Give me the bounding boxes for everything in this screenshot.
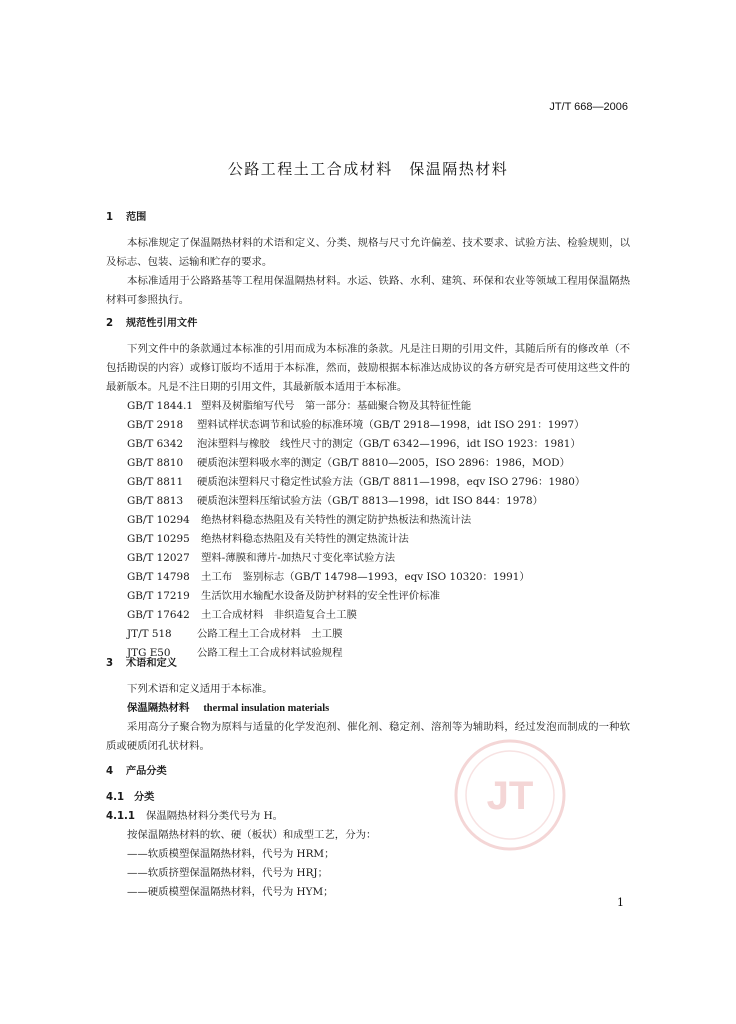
reference-item (106, 416, 630, 435)
paragraph: 按保温隔热材料的软、硬（板状）和成型工艺，分为： (127, 829, 377, 841)
reference-code: GB/T 12027 (127, 552, 190, 564)
list-item: ——软质挤塑保温隔热材料，代号为 HRJ； (127, 867, 328, 879)
reference-item (106, 549, 630, 568)
reference-title: 公路工程土工合成材料 土工膜 (197, 628, 343, 640)
list-item: ——硬质模塑保温隔热材料，代号为 HYM； (127, 886, 334, 898)
term-en: thermal insulation materials (203, 703, 330, 714)
reference-title: 塑料及树脂缩写代号 第一部分：基础聚合物及其特征性能 (201, 400, 472, 412)
jt-watermark-seal (450, 735, 570, 855)
reference-code: GB/T 10295 (127, 533, 190, 545)
subsection-title: 分类 (134, 792, 155, 803)
reference-code: GB/T 8813 (127, 495, 184, 507)
reference-code: JTG E50 (127, 647, 171, 659)
reference-code: GB/T 1844.1 (127, 400, 194, 412)
section-number: 1 (106, 212, 114, 223)
reference-item (106, 625, 630, 644)
reference-item (106, 492, 630, 511)
reference-code: GB/T 6342 (127, 438, 184, 450)
list-item: ——软质模塑保温隔热材料，代号为 HRM； (127, 848, 335, 860)
reference-title: 生活饮用水输配水设备及防护材料的安全性评价标准 (201, 590, 440, 602)
reference-title: 硬质泡沫塑料压缩试验方法（GB/T 8813—1998，idt ISO 844：1978） (197, 495, 543, 507)
reference-item (106, 530, 630, 549)
section-heading (106, 314, 630, 333)
reference-code: GB/T 17642 (127, 609, 190, 621)
document-title: 公路工程土工合成材料 保温隔热材料 (227, 160, 509, 178)
clause-number: 4.1.1 (106, 811, 136, 822)
paragraph: 下列术语和定义适用于本标准。 (127, 683, 273, 695)
reference-title: 泡沫塑料与橡胶 线性尺寸的测定（GB/T 6342—1996，idt ISO 1923：1981） (197, 438, 581, 450)
reference-title: 土工布 鉴别标志（GB/T 14798—1993，eqv ISO 10320：1991） (201, 571, 530, 583)
reference-code: GB/T 8810 (127, 457, 184, 469)
subsection-number: 4.1 (106, 792, 125, 803)
reference-code: GB/T 8811 (127, 476, 184, 488)
paragraph: 本标准适用于公路路基等工程用保温隔热材料。水运、铁路、水利、建筑、环保和农业等领域工程用保温隔热材料可参照执行。 (106, 275, 630, 306)
paragraph: 本标准规定了保温隔热材料的术语和定义、分类、规格与尺寸允许偏差、技术要求、试验方法、检验规则，以及标志、包装、运输和贮存的要求。 (106, 237, 630, 268)
section-number: 4 (106, 766, 114, 777)
section-heading (106, 654, 630, 673)
reference-item (106, 435, 630, 454)
reference-item (106, 587, 630, 606)
reference-item (106, 397, 630, 416)
reference-title: 绝热材料稳态热阻及有关特性的测定热流计法 (201, 533, 409, 545)
section-normative-references (106, 314, 630, 333)
reference-title: 土工合成材料 非织造复合土工膜 (201, 609, 357, 621)
reference-item (106, 568, 630, 587)
paragraph: 下列文件中的条款通过本标准的引用而成为本标准的条款。凡是注日期的引用文件，其随后所有的修改单（不包括勘误的内容）或修订版均不适用于本标准，然而，鼓励根据本标准达成协议的各方研究是否可使用这些文件的最新版本。凡是不注日期的引用文件，其最新版本适用于本标准。 (106, 343, 630, 393)
reference-title: 硬质泡沫塑料尺寸稳定性试验方法（GB/T 8811—1998，eqv ISO 2796：1980） (197, 476, 586, 488)
reference-title: 绝热材料稳态热阻及有关特性的测定防护热板法和热流计法 (201, 514, 472, 526)
section-title: 产品分类 (126, 766, 167, 777)
term-zh: 保温隔热材料 (127, 702, 190, 714)
section-number: 2 (106, 318, 114, 329)
reference-code: GB/T 17219 (127, 590, 190, 602)
page-number: 1 (617, 896, 624, 909)
reference-title: 公路工程土工合成材料试验规程 (197, 647, 343, 659)
reference-code: GB/T 2918 (127, 419, 184, 431)
reference-title: 塑料试样状态调节和试验的标准环境（GB/T 2918—1998，idt ISO 291：1997） (197, 419, 585, 431)
clause-text: 保温隔热材料分类代号为 H。 (146, 810, 284, 822)
section-title: 范围 (126, 212, 147, 223)
watermark-text: JT (486, 774, 534, 818)
references-body (106, 340, 630, 663)
section-title: 术语和定义 (126, 658, 177, 669)
reference-title: 硬质泡沫塑料吸水率的测定（GB/T 8810—2005，ISO 2896：1986，MOD） (197, 457, 571, 469)
section-terms (106, 654, 630, 673)
section-number: 3 (106, 658, 114, 669)
reference-item (106, 606, 630, 625)
term-entry (106, 699, 630, 718)
reference-item (106, 511, 630, 530)
reference-code: GB/T 10294 (127, 514, 190, 526)
scope-body (106, 234, 630, 310)
standard-code: JT/T 668—2006 (549, 101, 628, 113)
reference-title: 塑料-薄膜和薄片-加热尺寸变化率试验方法 (201, 552, 396, 564)
reference-code: JT/T 518 (127, 628, 172, 640)
reference-code: GB/T 14798 (127, 571, 190, 583)
reference-item (106, 473, 630, 492)
reference-item (106, 454, 630, 473)
section-scope (106, 208, 630, 227)
section-heading (106, 208, 630, 227)
term-definition: 采用高分子聚合物为原料与适量的化学发泡剂、催化剂、稳定剂、溶剂等为辅助料，经过发泡而制成的一种软质或硬质闭孔状材料。 (106, 721, 630, 752)
section-title: 规范性引用文件 (126, 318, 198, 329)
